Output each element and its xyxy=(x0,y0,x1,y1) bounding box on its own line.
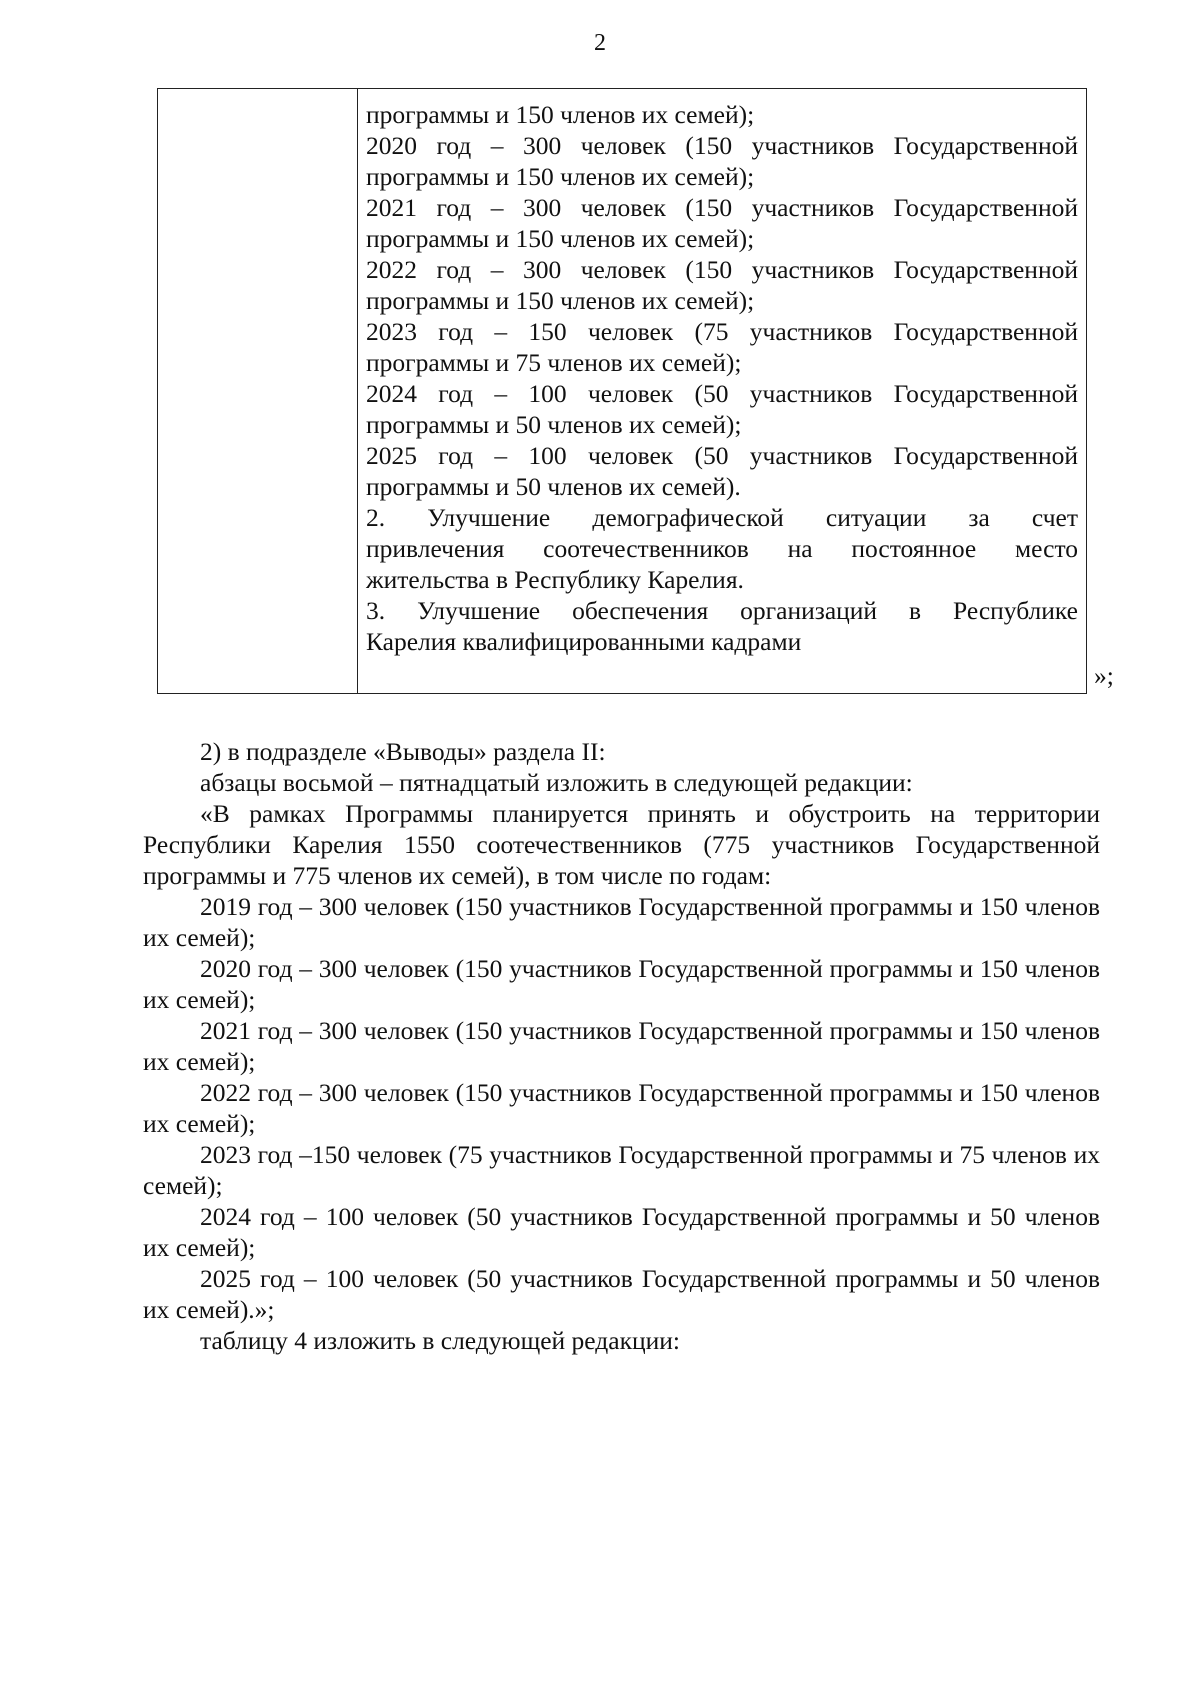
table-line: 2024 год – 100 человек (50 участников Государственной xyxy=(366,379,1078,408)
paragraph: таблицу 4 изложить в следующей редакции: xyxy=(200,1326,680,1355)
paragraph: абзацы восьмой – пятнадцатый изложить в следующей редакции: xyxy=(200,768,913,797)
page-number: 2 xyxy=(594,30,606,56)
table-column-divider xyxy=(357,89,358,693)
table-line: 3. Улучшение обеспечения организаций в Республике xyxy=(366,596,1078,625)
table-line: программы и 150 членов их семей); xyxy=(366,286,755,315)
closing-quote-mark: »; xyxy=(1094,661,1114,690)
body-text xyxy=(143,736,1100,1356)
paragraph: 2021 год – 300 человек (150 участников Государственной программы и 150 членов их семей); xyxy=(143,1016,1100,1076)
table xyxy=(157,88,1087,694)
table-line: привлечения соотечественников на постоянное место xyxy=(366,534,1078,563)
table-line: 2. Улучшение демографической ситуации за счет xyxy=(366,503,1078,532)
table-line: Карелия квалифицированными кадрами xyxy=(366,627,802,656)
paragraph: «В рамках Программы планируется принять и обустроить на территории Республики Карелия 1550 соотечественников (775 участников Государственной программы и 775 членов их семей), в том числе по годам: xyxy=(143,799,1100,890)
table-line: 2021 год – 300 человек (150 участников Государственной xyxy=(366,193,1078,222)
table-line: программы и 50 членов их семей). xyxy=(366,472,741,501)
table-line: программы и 150 членов их семей); xyxy=(366,162,755,191)
table-line: программы и 150 членов их семей); xyxy=(366,224,755,253)
table-line: 2025 год – 100 человек (50 участников Государственной xyxy=(366,441,1078,470)
paragraph: 2024 год – 100 человек (50 участников Государственной программы и 50 членов их семей); xyxy=(143,1202,1100,1262)
table-line: 2022 год – 300 человек (150 участников Государственной xyxy=(366,255,1078,284)
table-line: программы и 75 членов их семей); xyxy=(366,348,742,377)
table-line: жительства в Республику Карелия. xyxy=(366,565,744,594)
paragraph: 2020 год – 300 человек (150 участников Государственной программы и 150 членов их семей); xyxy=(143,954,1100,1014)
table-line: программы и 150 членов их семей); xyxy=(366,100,755,129)
table-line: программы и 50 членов их семей); xyxy=(366,410,742,439)
table-line: 2020 год – 300 человек (150 участников Государственной xyxy=(366,131,1078,160)
table-right-cell xyxy=(366,99,1078,657)
paragraph: 2019 год – 300 человек (150 участников Государственной программы и 150 членов их семей); xyxy=(143,892,1100,952)
paragraph: 2022 год – 300 человек (150 участников Государственной программы и 150 членов их семей); xyxy=(143,1078,1100,1138)
paragraph: 2025 год – 100 человек (50 участников Государственной программы и 50 членов их семей).»; xyxy=(143,1264,1100,1324)
paragraph: 2) в подразделе «Выводы» раздела II: xyxy=(200,737,606,766)
table-line: 2023 год – 150 человек (75 участников Государственной xyxy=(366,317,1078,346)
paragraph: 2023 год –150 человек (75 участников Государственной программы и 75 членов их семей); xyxy=(143,1140,1100,1200)
